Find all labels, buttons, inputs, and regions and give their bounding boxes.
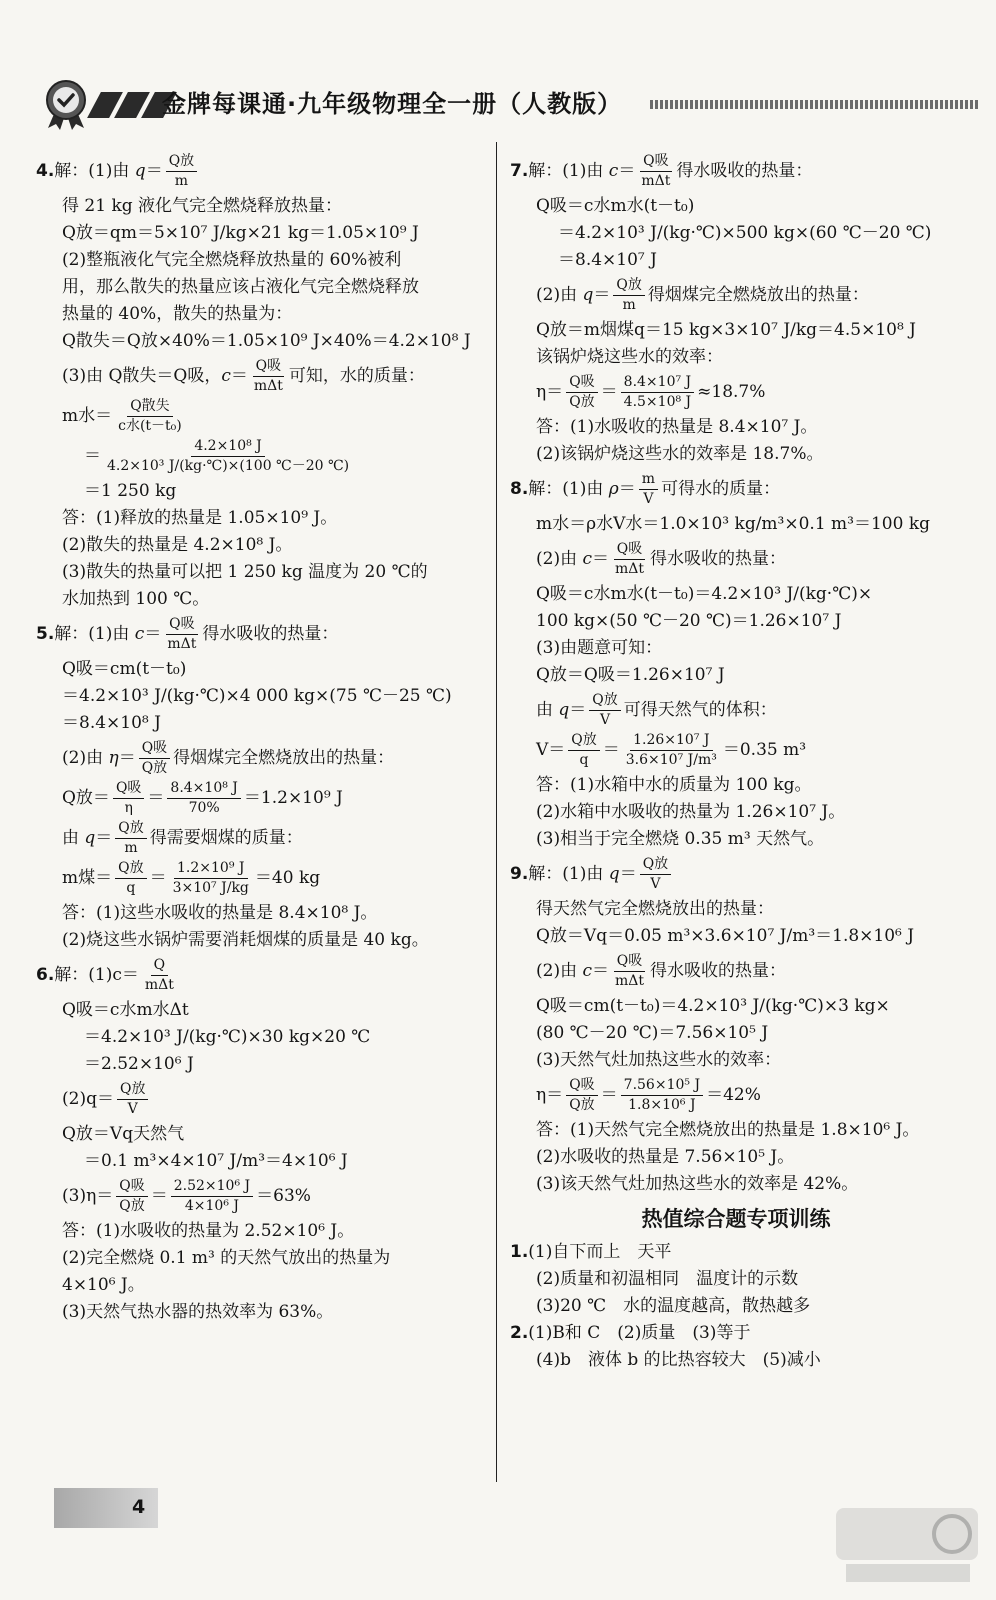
p4-line: Q散失＝Q放×40%＝1.05×10⁹ J×40%＝4.2×10⁸ J (62, 331, 471, 351)
denominator: mΔt (615, 561, 645, 577)
p5-intro: 5. 解：(1)由 c ＝ $\frac{\text{Q吸}}{\text{mΔt}}$ 得水吸收的热量： (36, 616, 339, 652)
numerator: 1.26×10⁷ J (630, 732, 712, 751)
fraction (139, 740, 170, 777)
fraction (612, 541, 647, 578)
p7-answer: (2)该锅炉烧这些水的效率是 18.7%。 (536, 444, 824, 464)
numerator: Q放 (166, 153, 197, 172)
p5-answer: 答：(1)这些水吸收的热量是 8.4×10⁸ J。 (62, 903, 378, 923)
watermark-logo-icon (832, 1500, 982, 1590)
p4-line: Q放＝qm＝5×10⁷ J/kg×21 kg＝1.05×10⁹ J (62, 223, 419, 243)
text: Q放＝ (62, 788, 110, 808)
header-title: 金牌每课通·九年级物理全一册（人教版） (162, 90, 623, 118)
numerator: 8.4×10⁸ J (167, 780, 240, 799)
denominator: m (174, 173, 189, 189)
p8-line: (3)由题意可知： (536, 638, 663, 658)
section-title: 热值综合题专项训练 (641, 1207, 831, 1231)
p7-intro: 7. 解：(1)由 c ＝ $\frac{\text{Q吸}}{\text{mΔt}}$ 得水吸收的热量： (510, 153, 813, 189)
fraction (164, 616, 199, 653)
fraction (116, 1178, 147, 1215)
numerator: Q吸 (116, 1178, 147, 1197)
numerator: 7.56×10⁵ J (621, 1077, 703, 1096)
text: 可得水的质量： (661, 479, 781, 499)
p8-line: V＝ $\frac{\text{Q放}}{q}$ ＝ $\frac{\text{1.26×10⁷ J}}{\text{3.6×10⁷ J/m³}}$ ＝0.35 m³ (536, 732, 807, 768)
text: 得水吸收的热量： (650, 961, 787, 981)
text: (2)q＝ (62, 1089, 114, 1109)
numerator: Q放 (117, 1081, 148, 1100)
p9-intro: 9. 解：(1)由 q ＝ $\frac{\text{Q放}}{V}$ (510, 856, 962, 893)
fraction (639, 471, 658, 508)
numerator: 8.4×10⁷ J (621, 374, 694, 393)
text: 可知，水的质量： (288, 366, 425, 386)
left-column (36, 150, 484, 1326)
p6-answer: (2)完全燃烧 0.1 m³ 的天然气放出的热量为 (62, 1248, 391, 1268)
text: (2)由 (536, 549, 578, 569)
text: 解：(1)由 (528, 161, 604, 181)
fraction (566, 1077, 597, 1114)
p7-line: ＝8.4×10⁷ J (558, 250, 657, 270)
p6-line: ＝2.52×10⁶ J (84, 1054, 194, 1074)
p9-line: (2)由 c ＝ $\frac{\text{Q吸}}{\text{mΔt}}$ 得水吸收的热量： (536, 953, 787, 989)
p8-answer: 答：(1)水箱中水的质量为 100 kg。 (536, 775, 812, 795)
denominator: Q放 (569, 394, 595, 410)
text: 得烟煤完全燃烧放出的热量： (173, 748, 395, 768)
text: ＝1.2×10⁹ J (243, 788, 343, 808)
p6-answer: (3)天然气热水器的热效率为 63%。 (62, 1302, 334, 1322)
text: 由 (62, 828, 79, 848)
p8-line: (2)由 c ＝ $\frac{\text{Q吸}}{\text{mΔt}}$ 得水吸收的热量： (536, 541, 787, 577)
page-number-tab (54, 1488, 158, 1528)
text: (3)η＝ (62, 1186, 114, 1206)
p4-line: ＝1 250 kg (84, 481, 177, 501)
text: (2)由 (536, 961, 578, 981)
page-header (30, 72, 970, 142)
fraction (638, 153, 673, 190)
text: 解：(1)由 (54, 624, 130, 644)
numerator: Q吸 (166, 616, 197, 635)
denominator: 70% (188, 800, 220, 816)
text: 解：(1)由 (528, 864, 604, 884)
p4-answer: 水加热到 100 ℃。 (62, 589, 210, 609)
text: (1)自下而上 天平 (528, 1242, 672, 1262)
section-item (510, 1320, 962, 1347)
p4-line: ＝ $\frac{\text{4.2×10⁸ J}}{\text{4.2×10³ J/(kg·℃)×(100 ℃－20 ℃)}}$ (36, 438, 484, 475)
p7-line: ＝4.2×10³ J/(kg·℃)×500 kg×(60 ℃－20 ℃) (558, 223, 932, 243)
p4-line: (2)整瓶液化气完全燃烧释放热量的 60%被利 (62, 250, 402, 270)
item-number: 1. (510, 1242, 529, 1262)
fraction (117, 1081, 148, 1118)
problem-number: 4. (36, 161, 55, 181)
p5-line: Q吸＝cm(t－t₀) (62, 659, 187, 679)
fraction (623, 732, 720, 769)
p9-answer: (2)水吸收的热量是 7.56×10⁵ J。 (536, 1147, 795, 1167)
text: 得需要烟煤的质量： (149, 828, 303, 848)
p9-answer: 答：(1)天然气完全燃烧放出的热量是 1.8×10⁶ J。 (536, 1120, 920, 1140)
p5-line: ＝8.4×10⁸ J (62, 713, 161, 733)
numerator: 4.2×10⁸ J (191, 438, 264, 457)
numerator: Q吸 (566, 1077, 597, 1096)
p5-line: m煤＝ $\frac{\text{Q放}}{q}$ ＝ $\frac{\text{1.2×10⁹ J}}{\text{3×10⁷ J/kg}}$ ＝40 kg (62, 860, 321, 896)
fraction (115, 398, 185, 435)
p5-answer: (2)烧这些水锅炉需要消耗烟煤的质量是 40 kg。 (62, 930, 429, 950)
numerator: 2.52×10⁶ J (171, 1178, 253, 1197)
fraction (568, 732, 599, 769)
p4-answer: 答：(1)释放的热量是 1.05×10⁹ J。 (62, 508, 338, 528)
p6-line: (3)η＝ $\frac{\text{Q吸}}{\text{Q放}}$ ＝ $\frac{\text{2.52×10⁶ J}}{\text{4×10⁶ J}}$ ＝63% (62, 1178, 311, 1214)
fraction (142, 957, 177, 994)
denominator: c水(t－t₀) (118, 418, 182, 434)
fraction (589, 692, 620, 729)
denominator: mΔt (167, 636, 197, 652)
text: η＝ (536, 382, 564, 402)
fraction (167, 780, 240, 817)
denominator: mΔt (253, 378, 283, 394)
p5-line: (2)由 η ＝ $\frac{\text{Q吸}}{\text{Q放}}$ 得烟煤完全燃烧放出的热量： (62, 740, 395, 776)
fraction (251, 358, 286, 395)
item-number: 2. (510, 1323, 529, 1343)
text: (3)由 Q散失＝Q吸， (62, 366, 222, 386)
denominator: 3×10⁷ J/kg (172, 880, 249, 896)
denominator: Q放 (119, 1198, 145, 1214)
fraction (612, 953, 647, 990)
text: 得烟煤完全燃烧放出的热量： (647, 285, 869, 305)
numerator: Q放 (589, 692, 620, 711)
p4-answer: (3)散失的热量可以把 1 250 kg 温度为 20 ℃的 (62, 562, 428, 582)
denominator: 3.6×10⁷ J/m³ (625, 752, 717, 768)
p6-intro (36, 957, 484, 994)
p9-line: Q吸＝cm(t－t₀)＝4.2×10³ J/(kg·℃)×3 kg× (536, 996, 890, 1016)
p8-intro: 8. 解：(1)由 ρ ＝ $\frac{m}{V}$ 可得水的质量： (510, 471, 781, 507)
text: 得水吸收的热量： (202, 624, 339, 644)
denominator: V (127, 1101, 138, 1117)
denominator: q (126, 880, 136, 896)
text: (2)由 (536, 285, 578, 305)
denominator: m (622, 297, 636, 313)
numerator: Q吸 (640, 153, 671, 172)
denominator: mΔt (641, 173, 671, 189)
p9-answer: (3)该天然气灶加热这些水的效率是 42%。 (536, 1174, 859, 1194)
p9-line: (80 ℃－20 ℃)＝7.56×10⁵ J (536, 1023, 769, 1043)
text: 得水吸收的热量： (676, 161, 813, 181)
fraction (640, 856, 671, 893)
p6-line: Q放＝Vq天然气 (62, 1124, 185, 1144)
numerator: m (639, 471, 658, 490)
p8-answer: (3)相当于完全燃烧 0.35 m³ 天然气。 (536, 829, 825, 849)
p4-line: 得 21 kg 液化气完全燃烧释放热量： (62, 196, 343, 216)
page-number: 4 (132, 1496, 146, 1518)
text: m煤＝ (62, 868, 113, 888)
p4-line: 用，那么散失的热量应该占液化气完全燃烧释放 (62, 277, 419, 297)
fraction (115, 860, 146, 897)
p4-intro: 4. 解：(1)由 q ＝ $\frac{\text{Q放}}{m}$ (36, 153, 484, 190)
section-item-line: (2)质量和初温相同 温度计的示数 (536, 1269, 799, 1289)
text: V＝ (536, 740, 566, 760)
p8-answer: (2)水箱中水吸收的热量为 1.26×10⁷ J。 (536, 802, 846, 822)
fraction (104, 438, 352, 475)
denominator: 4.5×10⁸ J (623, 394, 692, 410)
p7-line: η＝ $\frac{\text{Q吸}}{\text{Q放}}$ ＝ $\frac{\text{8.4×10⁷ J}}{\text{4.5×10⁸ J}}$ ≈18.7% (536, 374, 766, 410)
denominator: Q放 (569, 1097, 595, 1113)
problem-number: 6. (36, 965, 55, 985)
p5-line: ＝4.2×10³ J/(kg·℃)×4 000 kg×(75 ℃－25 ℃) (62, 686, 452, 706)
p4-line (36, 398, 484, 435)
text: 解：(1)c＝ (54, 965, 139, 985)
fraction (171, 1178, 253, 1215)
text: η＝ (536, 1085, 564, 1105)
p7-line: Q吸＝c水m水(t－t₀) (536, 196, 695, 216)
problem-number: 8. (510, 479, 529, 499)
section-item-line: (4)b 液体 b 的比热容较大 (5)减小 (536, 1350, 821, 1370)
p9-line: (3)天然气灶加热这些水的效率： (536, 1050, 782, 1070)
denominator: m (124, 840, 138, 856)
problem-number: 7. (510, 161, 529, 181)
denominator: 4×10⁶ J (184, 1198, 240, 1214)
numerator: Q (151, 957, 168, 976)
numerator: Q放 (640, 856, 671, 875)
numerator: Q放 (115, 860, 146, 879)
text: 解：(1)由 (54, 161, 130, 181)
text: ＝63% (256, 1186, 311, 1206)
denominator: V (599, 712, 611, 728)
text: 得水吸收的热量： (650, 549, 787, 569)
text: (1)B和 C (2)质量 (3)等于 (528, 1323, 751, 1343)
p6-answer: 4×10⁶ J。 (62, 1275, 145, 1295)
text: (2)由 (62, 748, 104, 768)
p5-line: 由 q ＝ $\frac{\text{Q放}}{m}$ 得需要烟煤的质量： (62, 820, 303, 856)
numerator: 1.2×10⁹ J (174, 860, 247, 879)
fraction (113, 780, 144, 817)
fraction (166, 153, 197, 190)
p8-line: 由 q ＝ $\frac{\text{Q放}}{V}$ 可得天然气的体积： (536, 692, 777, 728)
problem-number: 5. (36, 624, 55, 644)
p4-answer: (2)散失的热量是 4.2×10⁸ J。 (62, 535, 293, 555)
numerator: Q吸 (139, 740, 170, 759)
right-column (510, 150, 962, 1374)
p9-line: 得天然气完全燃烧放出的热量： (536, 899, 774, 919)
p6-line: ＝4.2×10³ J/(kg·℃)×30 kg×20 ℃ (84, 1027, 371, 1047)
denominator: 4.2×10³ J/(kg·℃)×(100 ℃－20 ℃) (107, 458, 350, 474)
denominator: mΔt (615, 973, 645, 989)
denominator: q (579, 752, 589, 768)
p9-line: Q放＝Vq＝0.05 m³×3.6×10⁷ J/m³＝1.8×10⁶ J (536, 926, 915, 946)
p8-line: Q放＝Q吸＝1.26×10⁷ J (536, 665, 725, 685)
p6-line (36, 1081, 484, 1118)
text: ＝42% (706, 1085, 761, 1105)
p9-line: η＝ $\frac{\text{Q吸}}{\text{Q放}}$ ＝ $\frac{\text{7.56×10⁵ J}}{\text{1.8×10⁶ J}}$ ＝42% (536, 1077, 761, 1113)
denominator: mΔt (144, 977, 174, 993)
numerator: Q散失 (127, 398, 172, 417)
p7-line: Q放＝m烟煤q＝15 kg×3×10⁷ J/kg＝4.5×10⁸ J (536, 320, 916, 340)
fraction (170, 860, 252, 897)
numerator: Q放 (568, 732, 599, 751)
section-item (510, 1239, 962, 1266)
text: ＝0.35 m³ (722, 740, 807, 760)
text: ＝40 kg (254, 868, 321, 888)
fraction (621, 374, 694, 411)
text: m水＝ (62, 406, 113, 426)
p4-line: 热量的 40%，散失的热量为： (62, 304, 293, 324)
p4-line: (3)由 Q散失＝Q吸， c ＝ $\frac{\text{Q吸}}{\text{mΔt}}$ 可知，水的质量： (62, 358, 425, 394)
column-divider (496, 142, 497, 1482)
p7-line: 该锅炉烧这些水的效率： (536, 347, 723, 367)
denominator: 1.8×10⁶ J (628, 1097, 696, 1113)
p8-line: m水＝ρ水V水＝1.0×10³ kg/m³×0.1 m³＝100 kg (536, 514, 931, 534)
p6-line: ＝0.1 m³×4×10⁷ J/m³＝4×10⁶ J (84, 1151, 348, 1171)
denominator: V (650, 876, 661, 892)
denominator: Q放 (141, 760, 168, 776)
numerator: Q吸 (614, 541, 645, 560)
numerator: Q吸 (113, 780, 144, 799)
p8-line: Q吸＝c水m水(t－t₀)＝4.2×10³ J/(kg·℃)× (536, 584, 873, 604)
medal-icon (40, 78, 92, 130)
numerator: Q放 (613, 277, 644, 296)
numerator: Q吸 (614, 953, 645, 972)
text: ≈18.7% (697, 382, 766, 402)
fraction (613, 277, 644, 314)
p5-line: Q放＝ $\frac{\text{Q吸}}{\eta}$ ＝ $\frac{\text{8.4×10⁸ J}}{70\%}$ ＝1.2×10⁹ J (62, 780, 343, 816)
denominator: V (643, 491, 654, 507)
numerator: Q放 (115, 820, 146, 839)
p7-answer: 答：(1)水吸收的热量是 8.4×10⁷ J。 (536, 417, 818, 437)
numerator: Q吸 (566, 374, 597, 393)
text: 解：(1)由 (528, 479, 604, 499)
fraction (115, 820, 146, 857)
header-rule (650, 100, 980, 109)
p7-line: (2)由 q ＝ $\frac{\text{Q放}}{m}$ 得烟煤完全燃烧放出的热量： (536, 277, 869, 313)
text: 由 (536, 700, 553, 720)
text: 可得天然气的体积： (623, 700, 777, 720)
fraction (566, 374, 597, 411)
denominator: η (124, 800, 133, 816)
p8-line: 100 kg×(50 ℃－20 ℃)＝1.26×10⁷ J (536, 611, 842, 631)
p6-answer: 答：(1)水吸收的热量为 2.52×10⁶ J。 (62, 1221, 355, 1241)
p6-line: Q吸＝c水m水Δt (62, 1000, 189, 1020)
problem-number: 9. (510, 864, 529, 884)
fraction (621, 1077, 703, 1114)
numerator: Q吸 (253, 358, 284, 377)
section-item-line: (3)20 ℃ 水的温度越高，散热越多 (536, 1296, 811, 1316)
